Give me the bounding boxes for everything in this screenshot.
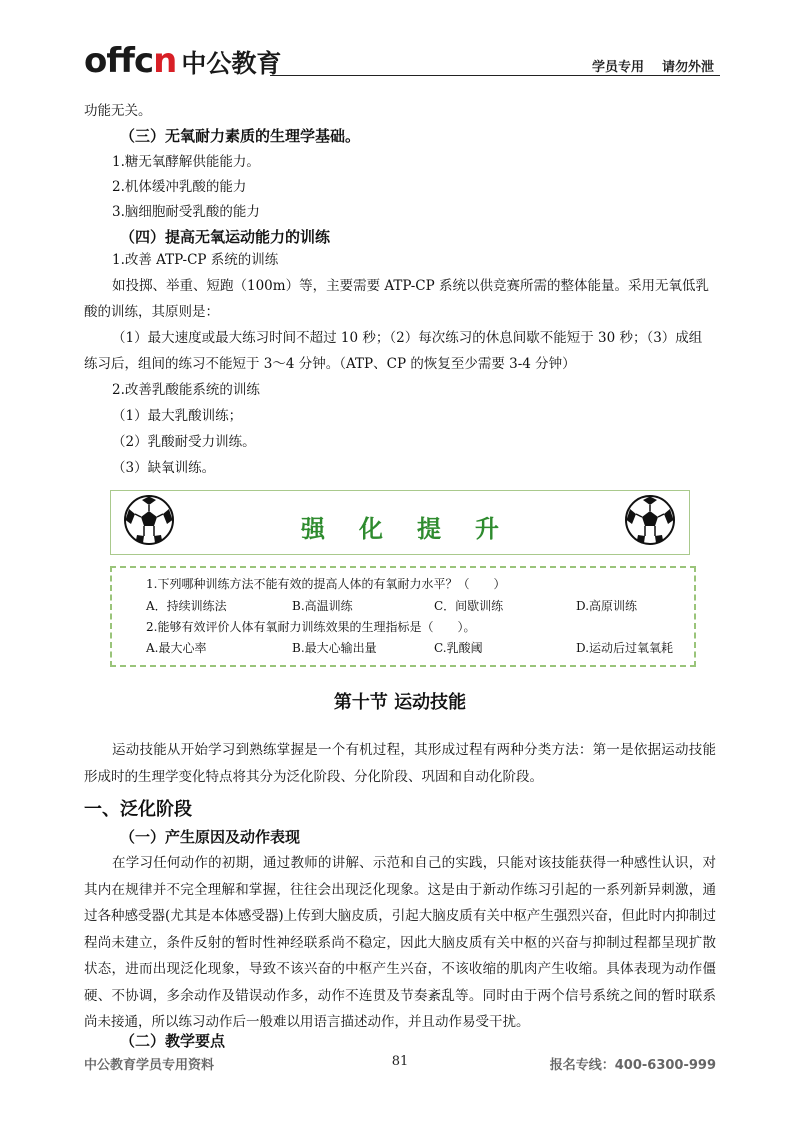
list-item: 3.脑细胞耐受乳酸的能力: [112, 204, 260, 220]
list-item: 2.机体缓冲乳酸的能力: [112, 179, 247, 195]
subsection-title: （二）教学要点: [120, 1032, 226, 1050]
quiz-box: [110, 566, 696, 667]
quiz-question-2: 2.能够有效评价人体有氧耐力训练效果的生理指标是（ ）。: [146, 620, 476, 634]
soccer-ball-icon: [624, 494, 676, 546]
paragraph-line: （1）最大速度或最大练习时间不超过 10 秒；（2）每次练习的休息间歇不能短于 30 秒；（3）成组: [112, 330, 703, 346]
header-notice: [592, 56, 714, 75]
subsection-3-title: （三）无氧耐力素质的生理学基础。: [120, 127, 361, 145]
header-label-do-not-leak: 请勿外泄: [661, 60, 714, 75]
header-label-students-only: 学员专用: [591, 60, 644, 75]
logo-chinese-name: 中公教育: [181, 49, 282, 78]
section-intro: 运动技能从开始学习到熟练掌握是一个有机过程，其形成过程有两种分类方法：第一是依据运动技能形成时的生理学变化特点将其分为泛化阶段、分化阶段、巩固和自动化阶段。: [84, 742, 716, 785]
paragraph-line: 如投掷、举重、短跑（100m）等，主要需要 ATP-CP 系统以供竞赛所需的整体能量。采用无氧低乳: [112, 278, 709, 294]
list-item: （1）最大乳酸训练；: [112, 408, 243, 424]
header-rule: [270, 75, 720, 76]
quiz-option: A.最大心率: [146, 641, 207, 655]
quiz-option: C.乳酸阈: [434, 641, 483, 655]
list-item: （2）乳酸耐受力训练。: [112, 434, 256, 450]
subsection-body: 在学习任何动作的初期，通过教师的讲解、示范和自己的实践，只能对该技能获得一种感性认识，对其内在规律并不完全理解和掌握，往往会出现泛化现象。这是由于新动作练习引起的一系列新异刺激，通过各种感受器(尤其是本体感受器)上传到大脑皮质，引起大脑皮质有关中枢产生强烈兴奋，但此时内抑制过程尚未建立，条件反射的暂时性神经联系尚不稳定，因此大脑皮质有关中枢的兴奋与抑制过程都呈现扩散状态，进而出现泛化现象，导致不该兴奋的中枢产生兴奋，不该收缩的肌肉产生收缩。具体表现为动作僵硬、不协调，多余动作及错误动作多，动作不连贯及节奏紊乱等。同时由于两个信号系统之间的暂时联系尚未接通，所以练习动作后一般难以用语言描述动作，并且动作易受干扰。: [84, 855, 716, 1030]
footer-hotline: 报名专线：400-6300-999: [549, 1058, 716, 1073]
list-item: 1.糖无氧酵解供能能力。: [112, 154, 260, 170]
offcn-logo: [84, 41, 282, 81]
banner-title: 强化提升: [301, 515, 533, 543]
quiz-option: C．间歇训练: [434, 599, 504, 613]
list-item: 1.改善 ATP-CP 系统的训练: [112, 252, 279, 268]
quiz-option: B.高温训练: [292, 599, 353, 613]
page-header: [84, 38, 720, 82]
list-item: （3）缺氧训练。: [112, 460, 216, 476]
logo-wordmark-accent: n: [153, 41, 177, 81]
subsection-title: （一）产生原因及动作表现: [120, 828, 301, 846]
soccer-ball-icon: [123, 494, 175, 546]
quiz-option: D.高原训练: [576, 599, 638, 613]
subsection-4-title: （四）提高无氧运动能力的训练: [120, 228, 331, 246]
heading-generalization-stage: 一、泛化阶段: [84, 799, 192, 820]
quiz-option: D.运动后过氧氧耗: [576, 641, 674, 655]
continued-text: 功能无关。: [84, 103, 152, 119]
quiz-option: A．持续训练法: [146, 599, 227, 613]
logo-wordmark: offc: [84, 41, 154, 81]
quiz-option: B.最大心输出量: [292, 641, 377, 655]
practice-banner: [110, 490, 690, 555]
page-number: 81: [391, 1054, 409, 1069]
list-item: 2.改善乳酸能系统的训练: [112, 382, 260, 398]
quiz-question-1: 1.下列哪种训练方法不能有效的提高人体的有氧耐力水平？（ ）: [146, 577, 506, 591]
footer-left: 中公教育学员专用资料: [84, 1058, 215, 1073]
paragraph-line: 练习后，组间的练习不能短于 3～4 分钟。（ATP、CP 的恢复至少需要 3-4 分钟）: [84, 356, 576, 372]
paragraph-line: 酸的训练，其原则是：: [84, 304, 219, 320]
section-title: 第十节 运动技能: [333, 692, 467, 713]
